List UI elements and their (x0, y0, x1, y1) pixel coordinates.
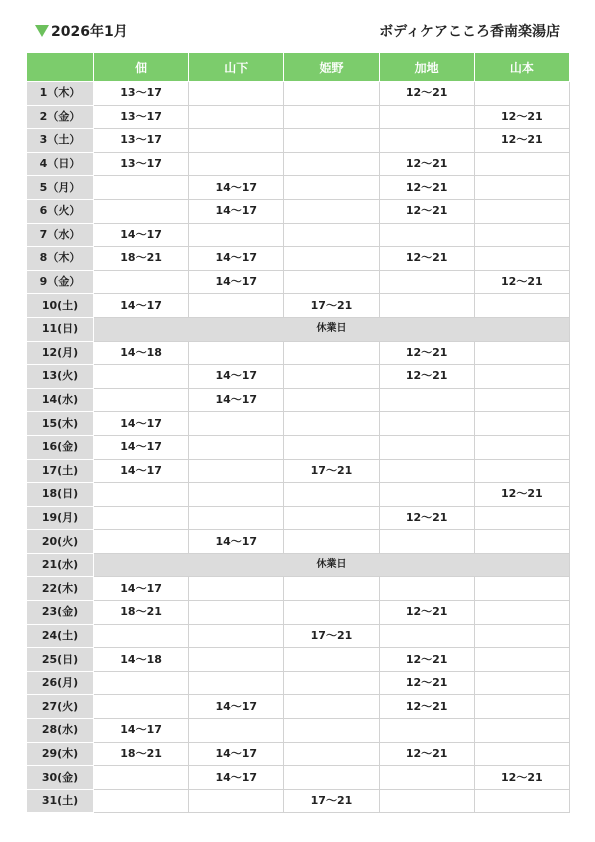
shift-cell (94, 624, 189, 648)
shift-cell (284, 365, 379, 389)
shift-cell: 18～21 (94, 742, 189, 766)
shift-cell (474, 624, 569, 648)
shift-cell: 14～17 (189, 742, 284, 766)
shift-cell: 12～21 (379, 695, 474, 719)
shift-cell: 12～21 (474, 270, 569, 294)
shift-cell (474, 247, 569, 271)
shift-cell (474, 459, 569, 483)
shift-cell (189, 435, 284, 459)
shift-cell (379, 483, 474, 507)
month-title: 2026年1月 (51, 24, 128, 40)
shift-cell: 12～21 (379, 742, 474, 766)
shift-cell: 14～18 (94, 341, 189, 365)
table-row (27, 671, 570, 695)
shift-cell (474, 199, 569, 223)
shift-cell: 14～17 (189, 530, 284, 554)
shift-cell: 14～17 (94, 223, 189, 247)
day-cell: 2（金） (27, 105, 94, 129)
shift-cell (189, 601, 284, 625)
table-row (27, 435, 570, 459)
shift-cell: 12～21 (379, 247, 474, 271)
shift-cell (284, 719, 379, 743)
table-row (27, 412, 570, 436)
shift-cell (284, 270, 379, 294)
holiday-label: 休業日 (94, 317, 570, 341)
table-row (27, 719, 570, 743)
shift-cell (284, 483, 379, 507)
shift-cell: 13～17 (94, 105, 189, 129)
shift-cell: 14～17 (189, 270, 284, 294)
shift-cell (474, 577, 569, 601)
shift-cell (379, 223, 474, 247)
shift-cell (379, 294, 474, 318)
day-cell: 5（月） (27, 176, 94, 200)
shift-cell (189, 459, 284, 483)
shift-cell (379, 719, 474, 743)
table-row (27, 483, 570, 507)
shift-cell (474, 695, 569, 719)
shift-cell (474, 365, 569, 389)
table-row (27, 388, 570, 412)
shift-cell: 18～21 (94, 247, 189, 271)
shift-cell (94, 483, 189, 507)
shift-cell: 14～17 (189, 365, 284, 389)
column-header-corner (27, 53, 94, 82)
table-row (27, 624, 570, 648)
header-row (27, 53, 570, 82)
day-cell: 11(日) (27, 317, 94, 341)
table-row (27, 648, 570, 672)
table-row (27, 766, 570, 790)
shift-cell (474, 388, 569, 412)
shift-cell: 14～17 (189, 766, 284, 790)
day-cell: 1（木） (27, 82, 94, 106)
table-row (27, 695, 570, 719)
holiday-label: 休業日 (94, 553, 570, 577)
table-row (27, 341, 570, 365)
shift-cell (379, 766, 474, 790)
shift-cell (474, 719, 569, 743)
shift-cell (284, 82, 379, 106)
shift-cell (379, 435, 474, 459)
shift-cell: 14～17 (189, 388, 284, 412)
day-cell: 12(月) (27, 341, 94, 365)
shift-schedule-table (26, 52, 570, 813)
table-row (27, 247, 570, 271)
shift-cell (189, 671, 284, 695)
holiday-row (27, 553, 570, 577)
shift-cell: 12～21 (379, 82, 474, 106)
shift-cell (474, 223, 569, 247)
day-cell: 31(土) (27, 789, 94, 813)
shift-cell (379, 412, 474, 436)
shift-cell (474, 671, 569, 695)
shift-cell (94, 365, 189, 389)
shift-cell: 14～17 (94, 719, 189, 743)
shift-cell: 17～21 (284, 624, 379, 648)
table-row (27, 223, 570, 247)
table-row (27, 577, 570, 601)
shift-cell (284, 341, 379, 365)
day-cell: 10(土) (27, 294, 94, 318)
column-header-staff: 姫野 (284, 53, 379, 82)
table-row (27, 459, 570, 483)
table-row (27, 506, 570, 530)
shift-cell (284, 648, 379, 672)
shift-cell (284, 176, 379, 200)
day-cell: 25(日) (27, 648, 94, 672)
shift-cell: 14～17 (189, 199, 284, 223)
day-cell: 29(木) (27, 742, 94, 766)
day-cell: 13(火) (27, 365, 94, 389)
shift-cell (94, 270, 189, 294)
shift-cell: 14～18 (94, 648, 189, 672)
shift-cell: 14～17 (94, 459, 189, 483)
shift-cell (474, 530, 569, 554)
day-cell: 9（金） (27, 270, 94, 294)
day-cell: 19(月) (27, 506, 94, 530)
table-row (27, 742, 570, 766)
shift-cell: 12～21 (379, 601, 474, 625)
shift-cell: 13～17 (94, 129, 189, 153)
shift-cell: 17～21 (284, 789, 379, 813)
shift-cell (284, 695, 379, 719)
shift-cell (284, 152, 379, 176)
day-cell: 6（火） (27, 199, 94, 223)
shift-cell: 13～17 (94, 152, 189, 176)
shift-cell (189, 82, 284, 106)
table-row (27, 270, 570, 294)
shift-cell (474, 152, 569, 176)
table-row (27, 82, 570, 106)
table-row (27, 152, 570, 176)
day-cell: 7（水） (27, 223, 94, 247)
shift-cell (284, 671, 379, 695)
column-header-staff: 加地 (379, 53, 474, 82)
triangle-marker-icon (35, 25, 49, 37)
day-cell: 30(金) (27, 766, 94, 790)
shift-cell (189, 624, 284, 648)
shift-cell (379, 270, 474, 294)
shift-cell: 14～17 (189, 695, 284, 719)
day-cell: 18(日) (27, 483, 94, 507)
shift-cell (284, 129, 379, 153)
day-cell: 16(金) (27, 435, 94, 459)
shift-cell (284, 435, 379, 459)
shift-cell (94, 530, 189, 554)
shift-cell (474, 601, 569, 625)
table-row (27, 365, 570, 389)
shift-cell (189, 223, 284, 247)
store-name: ボディケアこころ香南楽湯店 (379, 24, 560, 40)
shift-cell (379, 789, 474, 813)
shift-cell (379, 577, 474, 601)
schedule-body (27, 82, 570, 813)
shift-cell (94, 766, 189, 790)
shift-cell (379, 388, 474, 412)
shift-cell (474, 412, 569, 436)
shift-cell (189, 483, 284, 507)
shift-cell (284, 199, 379, 223)
table-row (27, 176, 570, 200)
shift-cell: 12～21 (379, 341, 474, 365)
day-cell: 24(土) (27, 624, 94, 648)
shift-cell: 12～21 (379, 506, 474, 530)
shift-cell (94, 388, 189, 412)
shift-cell (284, 223, 379, 247)
shift-cell: 14～17 (94, 412, 189, 436)
shift-cell (189, 152, 284, 176)
shift-cell: 12～21 (474, 129, 569, 153)
shift-cell: 12～21 (474, 766, 569, 790)
shift-cell (94, 789, 189, 813)
column-header-staff: 山下 (189, 53, 284, 82)
shift-cell (474, 789, 569, 813)
shift-cell: 17～21 (284, 294, 379, 318)
day-cell: 14(水) (27, 388, 94, 412)
shift-cell (379, 105, 474, 129)
table-row (27, 789, 570, 813)
column-header-staff: 佃 (94, 53, 189, 82)
day-cell: 15(木) (27, 412, 94, 436)
shift-cell (94, 199, 189, 223)
shift-cell: 12～21 (379, 199, 474, 223)
table-row (27, 530, 570, 554)
shift-cell (189, 105, 284, 129)
shift-cell (189, 648, 284, 672)
day-cell: 20(火) (27, 530, 94, 554)
shift-cell: 17～21 (284, 459, 379, 483)
shift-cell: 13～17 (94, 82, 189, 106)
day-cell: 3（土） (27, 129, 94, 153)
shift-cell (474, 341, 569, 365)
day-cell: 28(水) (27, 719, 94, 743)
shift-cell (189, 129, 284, 153)
shift-cell (474, 648, 569, 672)
table-row (27, 199, 570, 223)
shift-cell (284, 105, 379, 129)
shift-cell (189, 341, 284, 365)
table-row (27, 294, 570, 318)
column-header-staff: 山本 (474, 53, 569, 82)
shift-cell: 12～21 (379, 152, 474, 176)
shift-cell (189, 789, 284, 813)
shift-cell: 12～21 (379, 648, 474, 672)
day-cell: 22(木) (27, 577, 94, 601)
shift-cell (189, 412, 284, 436)
day-cell: 8（木） (27, 247, 94, 271)
shift-cell: 14～17 (189, 247, 284, 271)
shift-cell: 12～21 (379, 671, 474, 695)
holiday-row (27, 317, 570, 341)
shift-cell (474, 176, 569, 200)
shift-cell (284, 742, 379, 766)
day-cell: 4（日） (27, 152, 94, 176)
shift-cell (474, 82, 569, 106)
shift-cell (474, 506, 569, 530)
shift-cell (474, 435, 569, 459)
shift-cell: 12～21 (474, 483, 569, 507)
table-row (27, 601, 570, 625)
shift-cell (189, 294, 284, 318)
table-row (27, 105, 570, 129)
shift-cell (94, 695, 189, 719)
shift-cell (284, 247, 379, 271)
shift-cell (189, 577, 284, 601)
shift-cell: 12～21 (379, 176, 474, 200)
day-cell: 23(金) (27, 601, 94, 625)
shift-cell (284, 412, 379, 436)
shift-cell: 14～17 (94, 294, 189, 318)
shift-cell (284, 388, 379, 412)
shift-cell (379, 624, 474, 648)
day-cell: 17(土) (27, 459, 94, 483)
shift-cell (284, 530, 379, 554)
shift-cell (474, 742, 569, 766)
day-cell: 26(月) (27, 671, 94, 695)
shift-cell: 14～17 (94, 435, 189, 459)
shift-cell: 12～21 (379, 365, 474, 389)
shift-cell (189, 719, 284, 743)
day-cell: 21(水) (27, 553, 94, 577)
page-header (35, 22, 560, 44)
shift-cell (284, 601, 379, 625)
table-row (27, 129, 570, 153)
shift-cell (474, 294, 569, 318)
shift-cell: 14～17 (94, 577, 189, 601)
shift-cell (94, 671, 189, 695)
shift-cell: 18～21 (94, 601, 189, 625)
shift-cell (94, 176, 189, 200)
shift-cell (284, 766, 379, 790)
shift-cell (189, 506, 284, 530)
shift-cell (284, 577, 379, 601)
day-cell: 27(火) (27, 695, 94, 719)
shift-cell (379, 129, 474, 153)
shift-cell (379, 530, 474, 554)
shift-cell: 14～17 (189, 176, 284, 200)
shift-cell (284, 506, 379, 530)
shift-cell (379, 459, 474, 483)
shift-cell: 12～21 (474, 105, 569, 129)
shift-cell (94, 506, 189, 530)
